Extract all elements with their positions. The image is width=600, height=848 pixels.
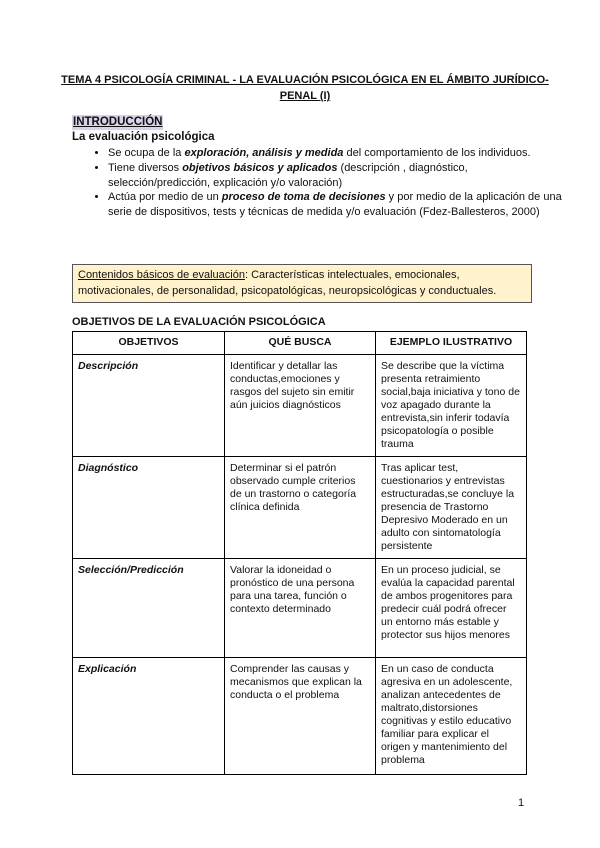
column-header: EJEMPLO ILUSTRATIVO [376,332,527,355]
table-row [73,457,527,559]
table-title: OBJETIVOS DE LA EVALUACIÓN PSICOLÓGICA [72,316,326,328]
bullet-item [108,146,568,161]
example-cell: En un proceso judicial, se evalúa la capacidad parental de ambos progenitores para predecir cuál podrá ofrecer un entorno más estable y protector sus hijos menores [376,559,527,658]
content-basics-box [72,264,532,303]
bullet-text: (descripción , diagnóstico, selección/predicción, explicación y/o valoración) [108,161,468,189]
bullet-text: Actúa por medio de un [108,191,222,204]
example-cell: Se describe que la víctima presenta retraimiento social,baja iniciativa y tono de voz apagado durante la entrevista,sin inferir todavía psicopatología o posible trauma [376,355,527,457]
purpose-cell: Comprender las causas y mecanismos que explican la conducta o el problema [225,658,376,775]
bullet-emphasis: exploración, análisis y medida [184,147,344,159]
intro-bullet-list [72,146,568,220]
document-title: TEMA 4 PSICOLOGÍA CRIMINAL - LA EVALUACIÓN PSICOLÓGICA EN EL ÁMBITO JURÍDICO- PENAL (I) [61,74,549,102]
column-header: OBJETIVOS [73,332,225,355]
content-box-text: : Características intelectuales, emocionales, motivacionales, de personalidad, psicopatológicas, neuropsicológicas y conductuales. [78,269,497,297]
bullet-item [108,190,568,220]
section-subheading: La evaluación psicológica [72,131,215,143]
content-box-label: Contenidos básicos de evaluación [78,269,245,281]
bullet-text: Se ocupa de la [108,147,185,159]
bullet-emphasis: proceso de toma de decisiones [221,191,386,204]
intro-heading: INTRODUCCIÓN [73,116,163,128]
objective-cell: Diagnóstico [73,457,225,559]
page-number: 1 [518,797,525,809]
objective-cell: Descripción [73,355,225,457]
table-header-row [73,332,527,355]
objectives-table [72,331,527,775]
table-row [73,559,527,658]
example-cell: En un caso de conducta agresiva en un adolescente, analizan antecedentes de maltrato,distorsiones cognitivas y estilo educativo familiar para explicar el origen y mantenimiento del problema [376,658,527,775]
bullet-text: y por medio de la aplicación de una serie de dispositivos, tests y técnicas de medida y/o evaluación (Fdez-Ballesteros, 2000) [108,191,562,219]
purpose-cell: Valorar la idoneidad o pronóstico de una persona para una tarea, función o contexto determinado [225,559,376,658]
purpose-cell: Determinar si el patrón observado cumple criterios de un trastorno o categoría clínica definida [225,457,376,559]
bullet-text: Tiene diversos [108,161,183,174]
objective-cell: Explicación [73,658,225,775]
column-header: QUÉ BUSCA [225,332,376,355]
bullet-text: del comportamiento de los individuos. [343,147,531,159]
bullet-emphasis: objetivos básicos y aplicados [182,161,338,174]
example-cell: Tras aplicar test, cuestionarios y entrevistas estructuradas,se concluye la presencia de Trastorno Depresivo Moderado en un adulto con sintomatología persistente [376,457,527,559]
table-row [73,658,527,775]
bullet-item [108,161,568,191]
objective-cell: Selección/Predicción [73,559,225,658]
purpose-cell: Identificar y detallar las conductas,emociones y rasgos del sujeto sin emitir aún juicios diagnósticos [225,355,376,457]
table-row [73,355,527,457]
